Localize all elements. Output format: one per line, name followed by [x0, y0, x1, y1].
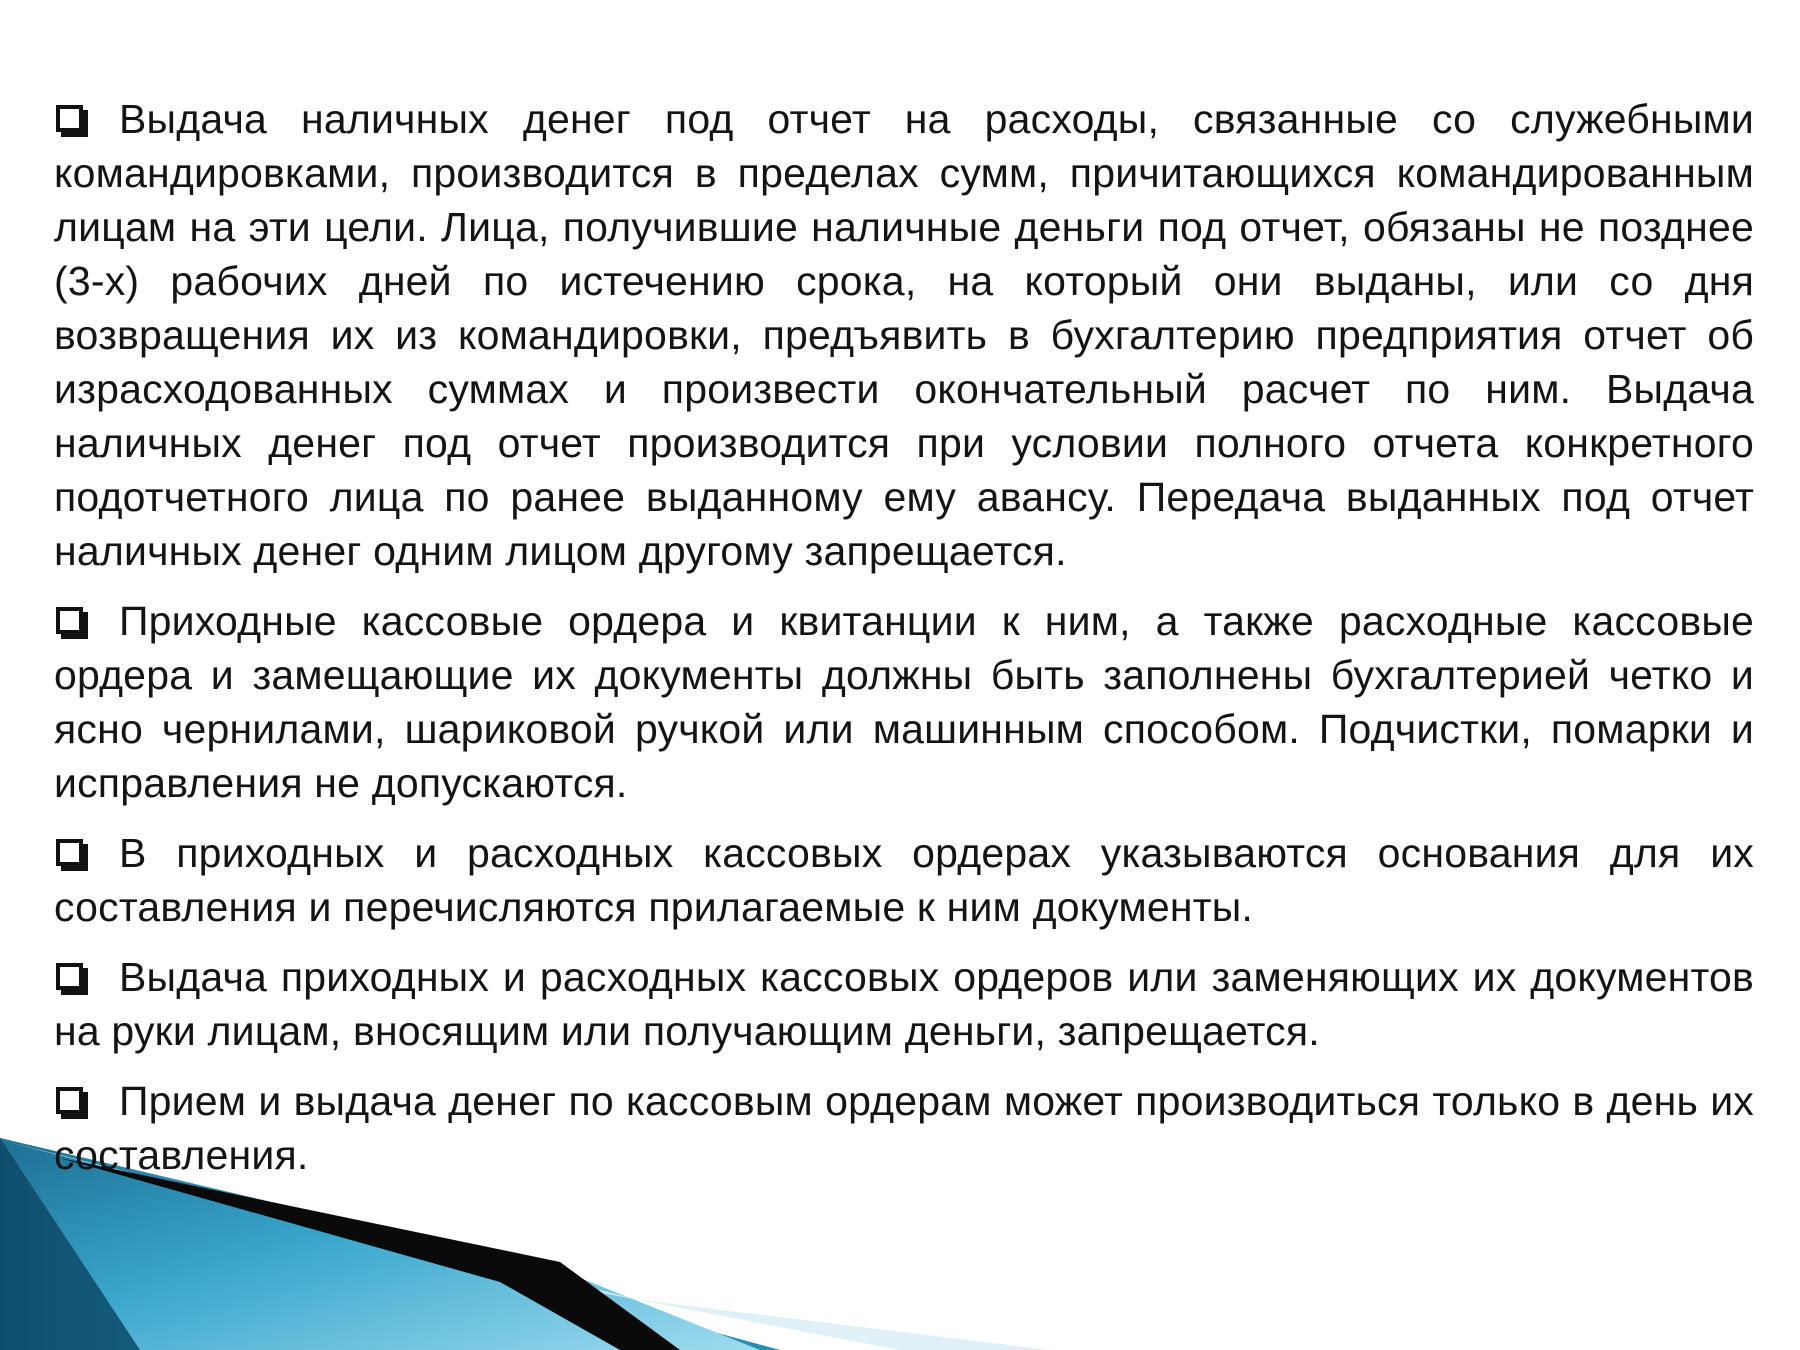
bullet-text: Выдача наличных денег под отчет на расходы, связанные со служебными командировками, производится в пределах сумм, причитающихся командированным лицам на эти цели. Лица, получившие наличные деньги под отчет, обязаны не позднее (3-х) рабочих дней по истечению срока, на который они выданы, или со дня возвращения их из командировки, предъявить в бухгалтерию предприятия отчет об израсходованных суммах и произвести окончательный расчет по ним. Выдача наличных денег под отчет производится при условии полного отчета конкретного подотчетного лица по ранее выданному ему авансу. Передача выданных под отчет наличных денег одним лицом другому запрещается.: [54, 96, 1754, 574]
bullet-text: Выдача приходных и расходных кассовых ордеров или заменяющих их документов на руки лицам, вносящим или получающим деньги, запрещается.: [54, 954, 1754, 1054]
bullet-item: [54, 594, 1754, 810]
bullet-text: Приходные кассовые ордера и квитанции к ним, а также расходные кассовые ордера и замещающие их документы должны быть заполнены бухгалтерией четко и ясно чернилами, шариковой ручкой или машинным способом. Подчистки, помарки и исправления не допускаются.: [54, 598, 1754, 806]
bullet-text: В приходных и расходных кассовых ордерах указываются основания для их составления и перечисляются прилагаемые к ним документы.: [54, 830, 1754, 930]
bullet-item: [54, 1074, 1754, 1182]
bullet-item: [54, 92, 1754, 578]
bullet-list: [54, 92, 1754, 1198]
square-bullet-icon: [56, 839, 83, 866]
square-bullet-icon: [56, 963, 83, 990]
square-bullet-icon: [56, 105, 83, 132]
bullet-item: [54, 826, 1754, 934]
square-bullet-icon: [56, 1087, 83, 1114]
square-bullet-icon: [56, 607, 83, 634]
bullet-text: Прием и выдача денег по кассовым ордерам может производиться только в день их составления.: [54, 1078, 1754, 1178]
bullet-item: [54, 950, 1754, 1058]
